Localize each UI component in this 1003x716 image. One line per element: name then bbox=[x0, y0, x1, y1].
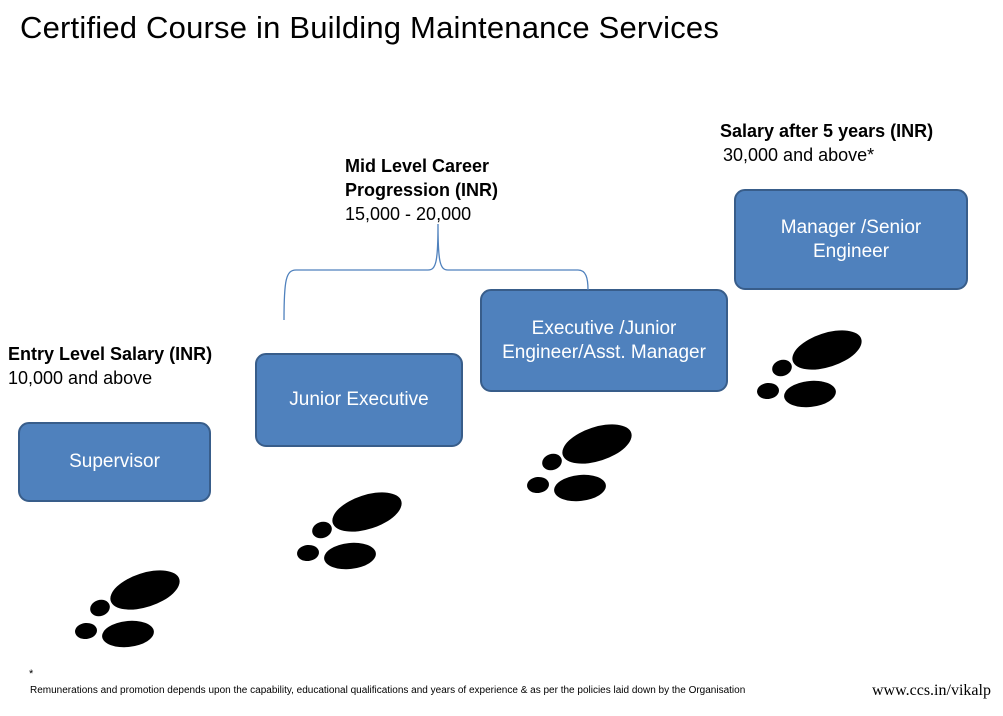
mid-level-heading-line1: Mid Level Career bbox=[345, 156, 490, 176]
entry-level-heading: Entry Level Salary (INR) bbox=[8, 344, 213, 364]
website-url: www.ccs.in/vikalp bbox=[872, 682, 991, 699]
footnote-marker: * bbox=[29, 668, 34, 680]
role-label-junior-executive: Junior Executive bbox=[289, 389, 429, 410]
role-label-supervisor: Supervisor bbox=[69, 451, 160, 472]
mid-level-brace bbox=[284, 224, 588, 320]
entry-level-value: 10,000 and above bbox=[8, 368, 153, 388]
footnote-text: Remunerations and promotion depends upon the capability, educational qualifications and years of experience & as per the policies laid down by the Organisation bbox=[30, 685, 746, 696]
footprints-icon bbox=[756, 323, 866, 410]
role-label-manager-line1: Manager /Senior bbox=[780, 216, 922, 238]
footprints-icon bbox=[74, 563, 184, 650]
senior-level-value: 30,000 and above* bbox=[723, 145, 875, 165]
role-label-executive-line2: Engineer/Asst. Manager bbox=[502, 341, 706, 363]
footprints-icon bbox=[296, 485, 406, 572]
mid-level-heading-line2: Progression (INR) bbox=[345, 180, 499, 200]
footprints-icon bbox=[526, 417, 636, 504]
mid-level-value: 15,000 - 20,000 bbox=[345, 204, 472, 224]
page-title: Certified Course in Building Maintenance Services bbox=[20, 10, 720, 45]
role-label-manager-line2: Engineer bbox=[812, 240, 890, 262]
role-label-executive-line1: Executive /Junior bbox=[531, 317, 677, 339]
senior-level-heading: Salary after 5 years (INR) bbox=[720, 121, 934, 141]
